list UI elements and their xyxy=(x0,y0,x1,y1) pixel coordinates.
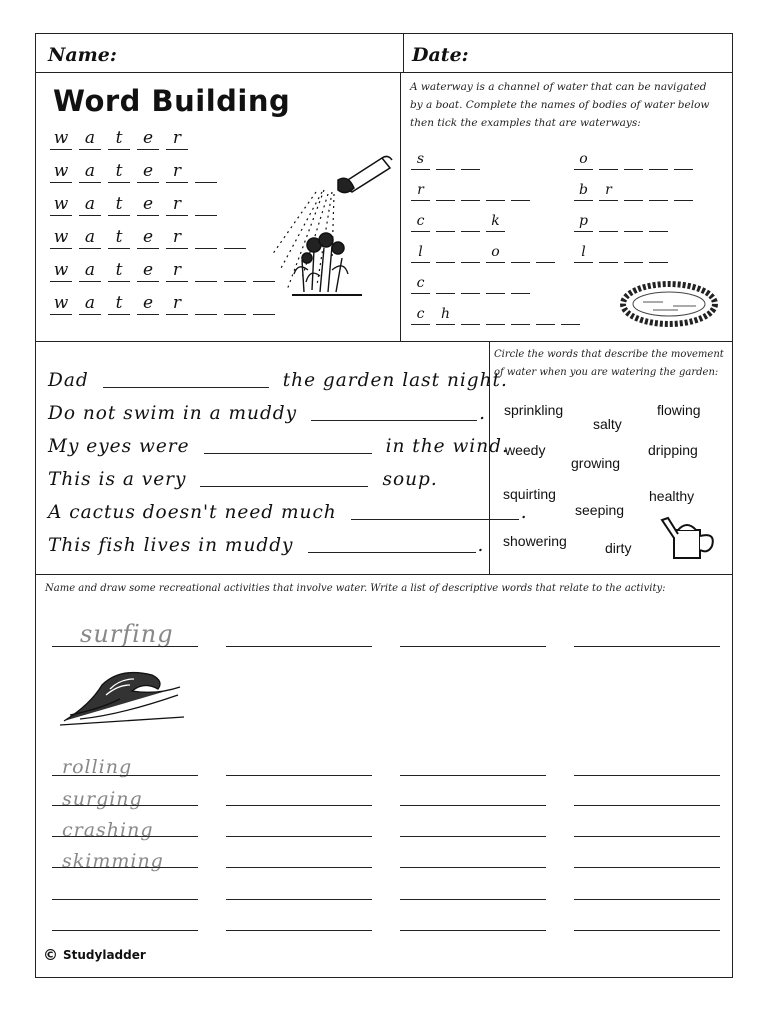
writing-line[interactable] xyxy=(574,899,720,900)
writing-line[interactable] xyxy=(574,867,720,868)
blank-letter-slot[interactable] xyxy=(486,274,505,294)
blank-letter-slot[interactable] xyxy=(511,243,530,263)
blank-letter-slot[interactable] xyxy=(436,243,455,263)
waterway-instructions xyxy=(410,78,728,132)
letter-slot: r xyxy=(411,181,430,201)
writing-line[interactable] xyxy=(574,805,720,806)
watering-flowers-illustration xyxy=(262,150,397,302)
name-label: Name: xyxy=(48,44,117,66)
example-activity: surfing xyxy=(80,620,174,648)
letter-slot: a xyxy=(79,260,101,282)
letter-slot: h xyxy=(436,305,455,325)
answer-blank[interactable] xyxy=(103,369,269,388)
word-building-row xyxy=(50,194,282,216)
word-dirty[interactable]: dirty xyxy=(605,540,632,556)
word-showering[interactable]: showering xyxy=(503,533,567,549)
word-building-row xyxy=(50,128,282,150)
letter-slot: r xyxy=(166,260,188,282)
letter-slot: w xyxy=(50,128,72,150)
blank-letter-slot[interactable] xyxy=(436,150,455,170)
sentence-line xyxy=(48,457,528,490)
sentence-end: the garden last night. xyxy=(282,370,508,391)
writing-line[interactable] xyxy=(52,775,198,776)
blank-letter-slot[interactable] xyxy=(536,243,555,263)
letter-slot: o xyxy=(574,150,593,170)
writing-line[interactable] xyxy=(52,836,198,837)
blank-letter-slot[interactable] xyxy=(536,305,555,325)
word-building-rows xyxy=(50,128,282,326)
blank-letter-slot[interactable] xyxy=(195,293,217,315)
letter-slot: s xyxy=(411,150,430,170)
example-word: skimming xyxy=(62,850,164,872)
letter-slot: w xyxy=(50,293,72,315)
blank-letter-slot[interactable] xyxy=(195,227,217,249)
sentence-start: A cactus doesn't need much xyxy=(48,502,337,523)
copyright-icon: © xyxy=(43,946,58,964)
letter-slot: w xyxy=(50,260,72,282)
answer-blank[interactable] xyxy=(351,501,519,520)
blank-letter-slot[interactable] xyxy=(649,150,668,170)
word-weedy[interactable]: weedy xyxy=(505,442,546,458)
word-salty[interactable]: salty xyxy=(593,416,622,432)
blank-letter-slot[interactable] xyxy=(436,181,455,201)
letter-slot: c xyxy=(411,305,430,325)
footer xyxy=(43,946,146,964)
header-divider xyxy=(403,33,404,73)
example-word: surging xyxy=(62,788,143,810)
word-growing[interactable]: growing xyxy=(571,455,621,471)
waterway-word-row xyxy=(411,243,586,263)
blank-letter-slot[interactable] xyxy=(195,194,217,216)
date-label: Date: xyxy=(412,44,469,66)
letter-slot: e xyxy=(137,260,159,282)
letter-slot: b xyxy=(574,181,593,201)
waterway-word-row xyxy=(574,243,699,263)
blank-letter-slot[interactable] xyxy=(624,243,643,263)
blank-letter-slot[interactable] xyxy=(224,293,246,315)
letter-slot: a xyxy=(79,161,101,183)
surfer-wave-illustration xyxy=(60,665,185,727)
blank-letter-slot[interactable] xyxy=(599,243,618,263)
waterway-word-row xyxy=(411,150,586,170)
sentence-line xyxy=(48,391,528,424)
word-squirting[interactable]: squirting xyxy=(503,486,556,502)
sentence-start: Dad xyxy=(48,370,89,391)
letter-slot: a xyxy=(79,227,101,249)
brand-name: Studyladder xyxy=(63,948,146,962)
sentence-end: soup. xyxy=(382,469,438,490)
writing-line[interactable] xyxy=(400,899,546,900)
word-building-row xyxy=(50,227,282,249)
writing-line[interactable] xyxy=(226,775,372,776)
blank-letter-slot[interactable] xyxy=(486,181,505,201)
letter-slot: r xyxy=(166,293,188,315)
word-building-row xyxy=(50,293,282,315)
waterway-word-row xyxy=(411,274,586,294)
blank-letter-slot[interactable] xyxy=(624,181,643,201)
sentence-list xyxy=(48,358,528,556)
letter-slot: o xyxy=(486,243,505,263)
letter-slot: l xyxy=(411,243,430,263)
blank-letter-slot[interactable] xyxy=(649,181,668,201)
letter-slot: r xyxy=(599,181,618,201)
blank-letter-slot[interactable] xyxy=(599,150,618,170)
letter-slot: w xyxy=(50,194,72,216)
example-word: crashing xyxy=(62,819,154,841)
letter-slot: e xyxy=(137,293,159,315)
letter-slot: e xyxy=(137,227,159,249)
letter-slot: t xyxy=(108,260,130,282)
sentence-line xyxy=(48,490,528,523)
blank-letter-slot[interactable] xyxy=(436,212,455,232)
activities-instructions: Name and draw some recreational activities that involve water. Write a list of descriptive words that relate to the activity: xyxy=(45,583,666,594)
writing-line[interactable] xyxy=(574,836,720,837)
writing-line[interactable] xyxy=(226,930,372,931)
word-building-row xyxy=(50,161,282,183)
pond-illustration xyxy=(618,278,720,330)
section1-bottom-line xyxy=(35,341,733,342)
letter-slot: e xyxy=(137,194,159,216)
letter-slot: e xyxy=(137,161,159,183)
letter-slot: l xyxy=(574,243,593,263)
word-healthy[interactable]: healthy xyxy=(649,488,695,504)
waterway-word-row xyxy=(411,212,586,232)
writing-line[interactable] xyxy=(52,930,198,931)
writing-line[interactable] xyxy=(52,646,198,647)
sentence-end: in the wind. xyxy=(385,436,509,457)
answer-blank[interactable] xyxy=(204,435,372,454)
blank-letter-slot[interactable] xyxy=(461,181,480,201)
blank-letter-slot[interactable] xyxy=(624,150,643,170)
instruction-line: of water when you are watering the garden: xyxy=(494,367,719,378)
blank-letter-slot[interactable] xyxy=(511,181,530,201)
waterway-right-column xyxy=(574,150,699,263)
writing-line[interactable] xyxy=(400,867,546,868)
writing-line[interactable] xyxy=(574,930,720,931)
answer-blank[interactable] xyxy=(200,468,368,487)
writing-line[interactable] xyxy=(226,836,372,837)
waterway-left-column xyxy=(411,150,586,325)
writing-line[interactable] xyxy=(226,646,372,647)
letter-slot: e xyxy=(137,128,159,150)
instruction-line: Circle the words that describe the movement xyxy=(494,349,724,360)
sentence-start: This fish lives in muddy xyxy=(48,535,294,556)
header-bottom-line xyxy=(35,72,733,73)
blank-letter-slot[interactable] xyxy=(624,212,643,232)
circle-words-instructions xyxy=(494,346,730,382)
blank-letter-slot[interactable] xyxy=(461,150,480,170)
waterway-word-row xyxy=(574,150,699,170)
blank-letter-slot[interactable] xyxy=(224,227,246,249)
example-word: rolling xyxy=(62,756,133,778)
sentence-start: This is a very xyxy=(48,469,187,490)
letter-slot: a xyxy=(79,293,101,315)
blank-letter-slot[interactable] xyxy=(486,305,505,325)
blank-letter-slot[interactable] xyxy=(224,260,246,282)
letter-slot: t xyxy=(108,293,130,315)
blank-letter-slot[interactable] xyxy=(461,243,480,263)
word-dripping[interactable]: dripping xyxy=(648,442,698,458)
sentence-end: . xyxy=(479,403,486,424)
sentence-line xyxy=(48,523,528,556)
section2-bottom-line xyxy=(35,574,733,575)
word-building-row xyxy=(50,260,282,282)
blank-letter-slot[interactable] xyxy=(461,274,480,294)
blank-letter-slot[interactable] xyxy=(195,161,217,183)
blank-letter-slot[interactable] xyxy=(561,305,580,325)
page-title: Word Building xyxy=(53,84,291,118)
waterway-word-row xyxy=(411,181,586,201)
letter-slot: r xyxy=(166,227,188,249)
writing-line[interactable] xyxy=(574,775,720,776)
sentence-end: . xyxy=(520,502,528,523)
letter-slot: c xyxy=(411,212,430,232)
sentence-start: My eyes were xyxy=(48,436,190,457)
letter-slot: c xyxy=(411,274,430,294)
letter-slot: t xyxy=(108,161,130,183)
letter-slot: t xyxy=(108,194,130,216)
writing-line[interactable] xyxy=(52,899,198,900)
letter-slot: r xyxy=(166,194,188,216)
writing-line[interactable] xyxy=(52,867,198,868)
instruction-line: then tick the examples that are waterways: xyxy=(410,117,641,129)
letter-slot: t xyxy=(108,227,130,249)
writing-line[interactable] xyxy=(226,867,372,868)
writing-line[interactable] xyxy=(52,805,198,806)
section1-divider xyxy=(400,72,401,342)
blank-letter-slot[interactable] xyxy=(195,260,217,282)
sentence-start: Do not swim in a muddy xyxy=(48,403,298,424)
writing-line[interactable] xyxy=(574,646,720,647)
letter-slot: a xyxy=(79,194,101,216)
sentence-line xyxy=(48,358,528,391)
writing-line[interactable] xyxy=(400,836,546,837)
word-sprinkling[interactable]: sprinkling xyxy=(504,402,564,418)
blank-letter-slot[interactable] xyxy=(674,150,693,170)
instruction-line: A waterway is a channel of water that can be navigated xyxy=(410,81,707,93)
waterway-word-row xyxy=(574,212,699,232)
waterway-word-row xyxy=(411,305,586,325)
instruction-line: by a boat. Complete the names of bodies of water below xyxy=(410,99,710,111)
answer-blank[interactable] xyxy=(311,402,477,421)
letter-slot: a xyxy=(79,128,101,150)
writing-line[interactable] xyxy=(400,805,546,806)
writing-line[interactable] xyxy=(226,805,372,806)
writing-line[interactable] xyxy=(400,930,546,931)
blank-letter-slot[interactable] xyxy=(511,305,530,325)
blank-letter-slot[interactable] xyxy=(649,212,668,232)
letter-slot: w xyxy=(50,227,72,249)
blank-letter-slot[interactable] xyxy=(674,181,693,201)
letter-slot: k xyxy=(486,212,505,232)
blank-letter-slot[interactable] xyxy=(436,274,455,294)
waterway-word-row xyxy=(574,181,699,201)
blank-letter-slot[interactable] xyxy=(649,243,668,263)
watering-can-icon xyxy=(660,514,720,564)
blank-letter-slot[interactable] xyxy=(599,212,618,232)
letter-slot: t xyxy=(108,128,130,150)
letter-slot: w xyxy=(50,161,72,183)
sentence-line xyxy=(48,424,528,457)
writing-line[interactable] xyxy=(400,775,546,776)
letter-slot: r xyxy=(166,161,188,183)
letter-slot: p xyxy=(574,212,593,232)
word-seeping[interactable]: seeping xyxy=(575,502,625,518)
blank-letter-slot[interactable] xyxy=(461,212,480,232)
blank-letter-slot[interactable] xyxy=(461,305,480,325)
answer-blank[interactable] xyxy=(308,534,476,553)
writing-line[interactable] xyxy=(226,899,372,900)
blank-letter-slot[interactable] xyxy=(511,274,530,294)
writing-line[interactable] xyxy=(400,646,546,647)
letter-slot: r xyxy=(166,128,188,150)
word-flowing[interactable]: flowing xyxy=(657,402,701,418)
sentence-end: . xyxy=(477,535,485,556)
